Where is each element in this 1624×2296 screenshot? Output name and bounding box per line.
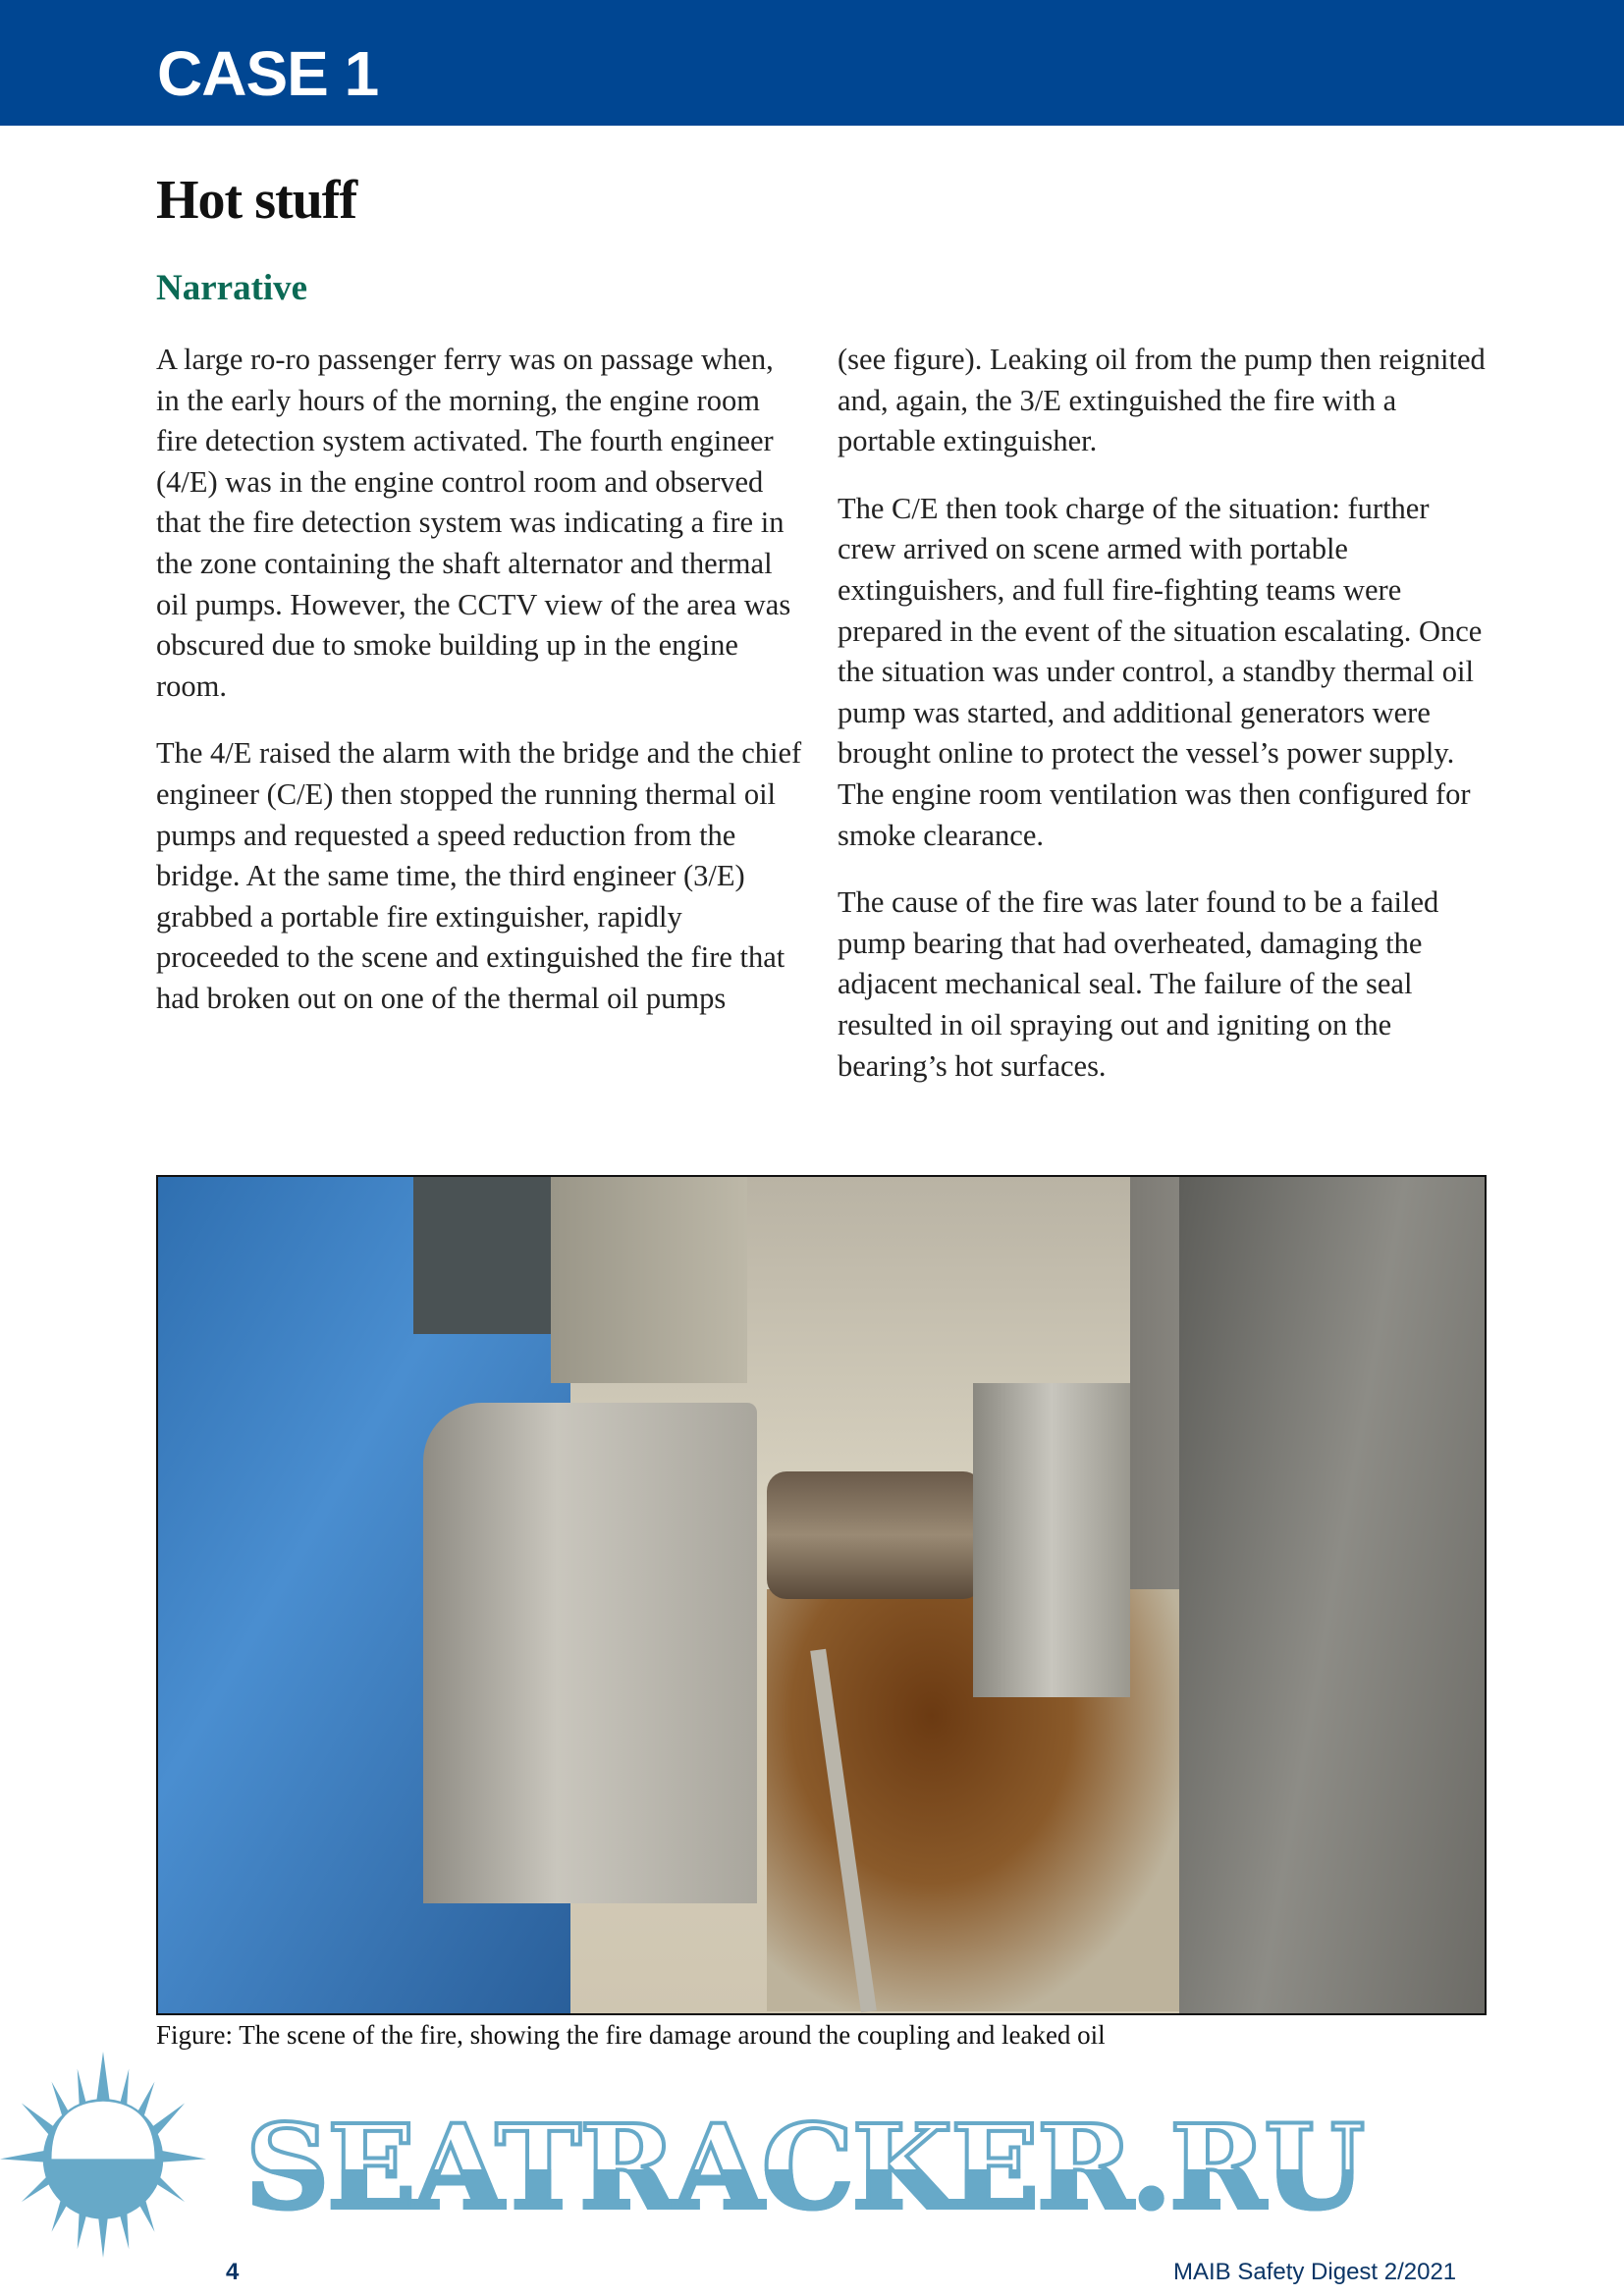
- pump-flange: [973, 1383, 1130, 1697]
- paragraph: (see figure). Leaking oil from the pump then reignited and, again, the 3/E extinguished the fire with a portable extinguisher.: [838, 343, 1486, 458]
- sun-logo-icon: [0, 2052, 206, 2258]
- paragraph: A large ro-ro passenger ferry was on passage when, in the early hours of the morning, the engine room fire detection system activated. The fourth engineer (4/E) was in the engine control room and observed that the fire detection system was indicating a fire in the zone containing the shaft alternator and thermal oil pumps. However, the CCTV view of the area was obscured due to smoke building up in the engine room.: [156, 343, 791, 703]
- bulkhead-panel: [1179, 1177, 1485, 2013]
- figure-photo-pump-fire-scene: [156, 1175, 1487, 2015]
- publication-footer: MAIB Safety Digest 2/2021: [1173, 2259, 1457, 2285]
- paragraph: The cause of the fire was later found to be a failed pump bearing that had overheated, damaging the adjacent mechanical seal. The failure of the seal resulted in oil spraying out and igniting on the bearing’s hot surfaces.: [838, 885, 1439, 1083]
- case-label: CASE 1: [157, 38, 379, 109]
- pump-body: [767, 1471, 983, 1599]
- paragraph: The C/E then took charge of the situation: further crew arrived on scene armed with portable extinguishers, and full fire-fighting teams were prepared in the event of the situation escalating. Once the situation was under control, a standby thermal oil pump was started, and additional generators were brought online to protect the vessel’s power supply. The engine room ventilation was then configured for smoke clearance.: [838, 491, 1483, 852]
- case-header-bar: [0, 0, 1624, 126]
- coupling-guard: [423, 1403, 757, 1903]
- paragraph: The 4/E raised the alarm with the bridge and the chief engineer (C/E) then stopped the running thermal oil pumps and requested a speed reduction from the bridge. At the same time, the third engineer (3/E) grabbed a portable fire extinguisher, rapidly proceeded to the scene and extinguished the fire that had broken out on one of the thermal oil pumps: [156, 736, 802, 1015]
- page-number: 4: [226, 2259, 240, 2285]
- bracket: [551, 1177, 747, 1383]
- text-column-2: [838, 340, 1486, 1113]
- article-title: Hot stuff: [156, 170, 357, 231]
- figure-caption: Figure: The scene of the fire, showing the fire damage around the coupling and leaked oil: [156, 2020, 1106, 2050]
- text-column-1: [156, 340, 804, 1046]
- section-heading: Narrative: [156, 268, 308, 308]
- watermark: SEATRACKER.RU: [245, 2101, 1620, 2233]
